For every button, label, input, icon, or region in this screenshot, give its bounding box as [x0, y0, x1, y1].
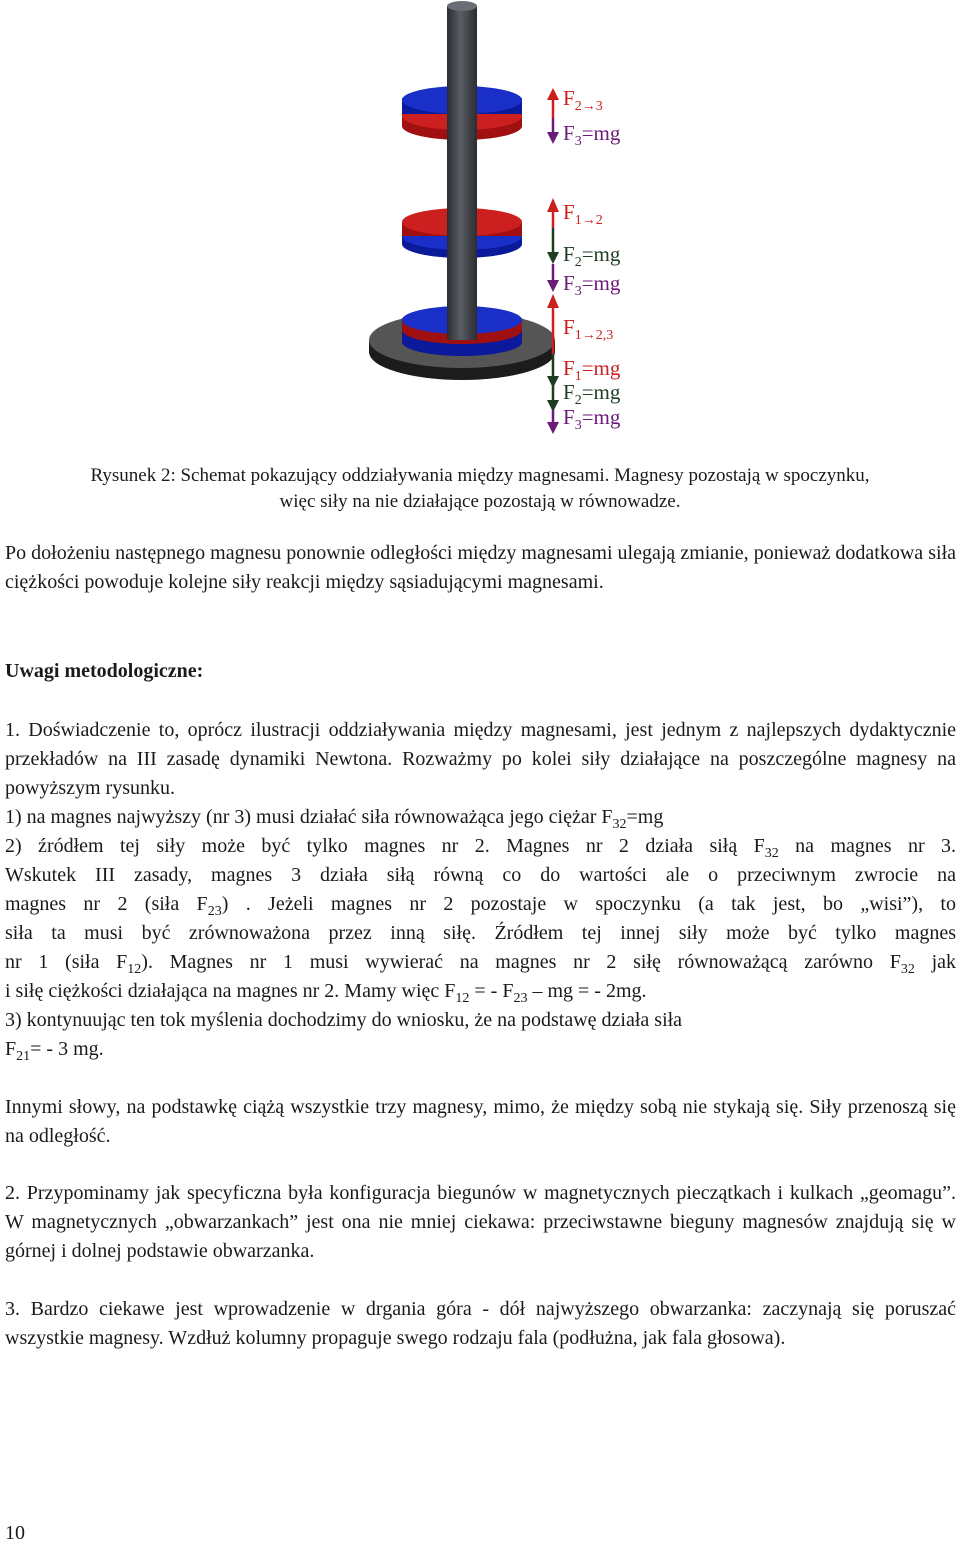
figure-caption-line-1: Rysunek 2: Schemat pokazujący oddziaływania między magnesami. Magnesy pozostają w spoczynku, [90, 465, 870, 486]
page-number: 10 [5, 1522, 25, 1544]
point-2-paragraph: 2. Przypominamy jak specyficzna była konfiguracja biegunów w magnetycznych pieczątkach i kulkach „geomagu”. W magnetycznych „obwarzankach” jest ona nie mniej ciekawa: przeciwstawne bieguny magnesów znajdują się w górnej i dolnej podstawie obwarzanka. [5, 1182, 956, 1262]
rod [447, 1, 477, 340]
intro-paragraph: Po dołożeniu następnego magnesu ponownie odległości między magnesami ulegają zmianie, ponieważ dodatkowa siła ciężkości powoduje kolejne siły reakcji między sąsiadującymi magnesami. [5, 542, 956, 593]
figure-caption-line-2: więc siły na nie działające pozostają w równowadze. [279, 491, 681, 512]
force-labels [563, 86, 621, 433]
section-heading: Uwagi metodologiczne: [5, 660, 204, 682]
label-f2mg-mid: $F_2=mg$ [563, 242, 621, 270]
step-1-line: 1) na magnes najwyższy (nr 3) musi działać siła równoważąca jego ciężar $F_{32}=mg$ [5, 806, 664, 832]
label-f123: $F_{1\to 2,3}$ [563, 315, 614, 343]
label-f1mg: $F_1=mg$ [563, 356, 621, 384]
point-1-paragraph: 1. Doświadczenie to, oprócz ilustracji oddziaływania między magnesami, jest jednym z najlepszych dydaktycznie przekładów na III zasadę dynamiki Newtona. Rozważmy po kolei siły działające na poszczególne magnesy na powyższym rysunku. [5, 719, 956, 799]
force-arrows [547, 88, 559, 434]
label-f3mg-bot: $F_3=mg$ [563, 405, 621, 433]
step-3-line-2: $F_{21}= - 3$ mg. [5, 1038, 104, 1064]
step-2-line-3: magnes nr 2 (siła $F_{23}$) . Jeżeli magnes nr 2 pozostaje w spoczynku (a tak jest, bo „wisi”), to [5, 893, 956, 919]
step-2-line-4: siła ta musi być zrównoważona przez inną siłę. Źródłem tej innej siły może być tylko magnes [5, 922, 956, 944]
summary-paragraph: Innymi słowy, na podstawkę ciążą wszystkie trzy magnesy, mimo, że między sobą nie stykają się. Siły przenoszą się na odległość. [5, 1096, 956, 1147]
step-2-line-1: 2) źródłem tej siły może być tylko magnes nr 2. Magnes nr 2 działa siłą $F_{32}$ na magnes nr 3. [5, 835, 956, 861]
magnet-stack-figure [0, 0, 960, 440]
step-2-line-2: Wskutek III zasady, magnes 3 działa siłą równą co do wartości ale o przeciwnym zwrocie na [5, 864, 956, 886]
label-f3mg-mid: $F_3=mg$ [563, 271, 621, 299]
label-f2mg-bot: $F_2=mg$ [563, 380, 621, 408]
step-3-line-1: 3) kontynuując ten tok myślenia dochodzimy do wniosku, że na podstawę działa siła [5, 1009, 683, 1031]
label-f23: $F_{2\to 3}$ [563, 86, 603, 114]
point-3-paragraph: 3. Bardzo ciekawe jest wprowadzenie w drgania góra - dół najwyższego obwarzanka: zaczynają się poruszać wszystkie magnesy. Wzdłuż kolumny propaguje swego rodzaju fala (podłużna, jak fala głosowa). [5, 1298, 956, 1349]
step-2-line-6: i siłę ciężkości działająca na magnes nr 2. Mamy więc $F_{12}$ = - $F_{23}$ – mg = - 2mg. [5, 980, 647, 1006]
label-f12: $F_{1\to 2}$ [563, 200, 603, 228]
label-f3mg-top: $F_3=mg$ [563, 121, 621, 149]
step-2-line-5: nr 1 (siła $F_{12}$). Magnes nr 1 musi wywierać na magnes nr 2 siłę równoważącą zarówno $F_{32}$ jak [5, 951, 956, 977]
